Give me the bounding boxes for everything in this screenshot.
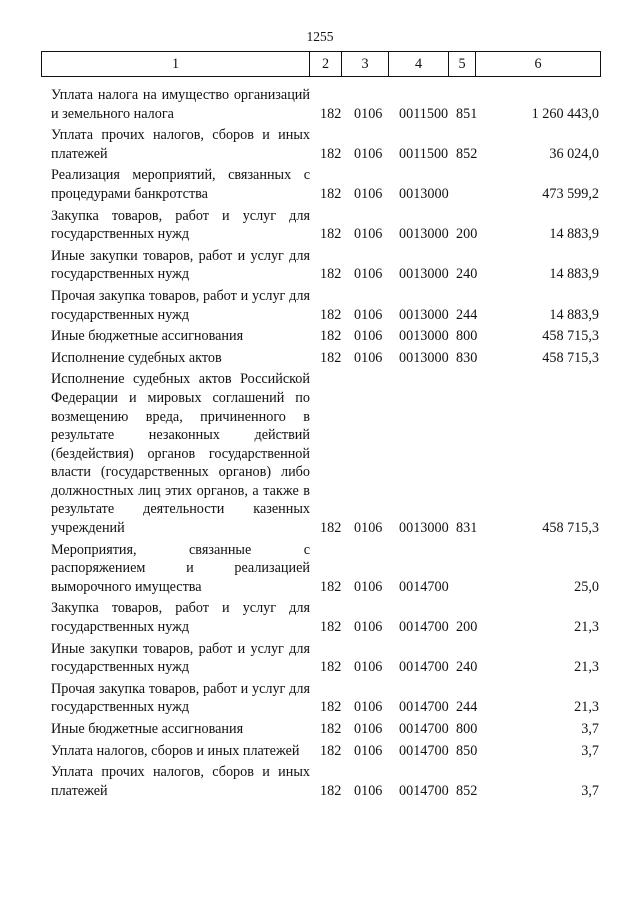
column-header-1: 1	[42, 52, 310, 77]
row-target-code: 0011500	[399, 105, 449, 122]
row-section-code: 0106	[354, 105, 383, 122]
row-admin-code: 182	[320, 742, 342, 759]
row-amount: 21,3	[574, 699, 599, 716]
row-section-code: 0106	[354, 619, 383, 636]
table-row	[0, 720, 640, 742]
row-name: Иные закупки товаров, работ и услуг для государственных нужд	[51, 247, 310, 283]
row-amount: 3,7	[581, 742, 599, 759]
row-expense-type: 240	[456, 266, 478, 283]
row-expense-type: 800	[456, 328, 478, 345]
column-header-6: 6	[476, 52, 601, 77]
row-target-code: 0011500	[399, 145, 449, 162]
row-target-code: 0014700	[399, 721, 449, 737]
row-admin-code: 182	[320, 306, 342, 323]
row-expense-type: 240	[456, 659, 478, 676]
page-number: 1255	[306, 29, 334, 44]
row-expense-type: 830	[456, 349, 478, 366]
row-expense-type: 831	[456, 520, 478, 537]
table-row	[0, 370, 640, 540]
row-target-code: 0013000	[399, 266, 449, 283]
row-amount: 21,3	[574, 619, 599, 636]
table-row	[0, 680, 640, 720]
table-row	[0, 126, 640, 166]
row-amount: 14 883,9	[549, 266, 599, 283]
row-section-code: 0106	[354, 520, 383, 537]
column-header-2: 2	[310, 52, 342, 77]
row-expense-type: 244	[456, 306, 478, 323]
row-section-code: 0106	[354, 328, 383, 345]
table-row	[0, 207, 640, 247]
row-name: Реализация мероприятий, связанных с процедурами банкротства	[51, 167, 310, 202]
row-target-code: 0013000	[399, 520, 449, 537]
row-expense-type: 200	[456, 226, 478, 243]
row-section-code: 0106	[354, 266, 383, 283]
row-target-code: 0013000	[399, 306, 449, 323]
column-header-4: 4	[389, 52, 449, 77]
row-section-code: 0106	[354, 721, 383, 737]
row-amount: 14 883,9	[549, 226, 599, 243]
row-name: Иные бюджетные ассигнования	[51, 721, 244, 737]
row-name: Исполнение судебных актов Российской Федерации и мировых соглашений по возмещению вреда, причиненного в результате незаконных действий (бездействия) органов государственной власти (государственных органов) либо должностных лиц этих органов, а также в результате деятельности казенных учреждений	[51, 371, 310, 537]
row-section-code: 0106	[354, 578, 383, 595]
row-expense-type: 851	[456, 105, 478, 122]
row-section-code: 0106	[354, 349, 383, 366]
row-target-code: 0013000	[399, 328, 449, 345]
row-amount: 3,7	[581, 782, 599, 799]
row-target-code: 0014700	[399, 578, 449, 595]
row-target-code: 0013000	[399, 226, 449, 243]
row-amount: 458 715,3	[542, 349, 599, 366]
table-row	[0, 327, 640, 349]
row-admin-code: 182	[320, 578, 342, 595]
row-amount: 473 599,2	[542, 185, 599, 202]
row-name: Исполнение судебных актов	[51, 349, 222, 366]
table-row	[0, 166, 640, 206]
row-section-code: 0106	[354, 145, 383, 162]
row-expense-type	[456, 541, 496, 600]
table-row	[0, 349, 640, 371]
row-name: Мероприятия, связанные с распоряжением и реализацией выморочного имущества	[51, 541, 310, 595]
row-name: Закупка товаров, работ и услуг для государственных нужд	[51, 207, 310, 243]
row-admin-code: 182	[320, 520, 342, 537]
row-amount: 36 024,0	[549, 145, 599, 162]
row-name: Иные бюджетные ассигнования	[51, 328, 244, 345]
table-row	[0, 742, 640, 764]
row-admin-code: 182	[320, 185, 342, 202]
row-amount: 1 260 443,0	[531, 105, 599, 122]
row-expense-type: 852	[456, 782, 478, 799]
row-amount: 14 883,9	[549, 306, 599, 323]
column-header-5: 5	[449, 52, 476, 77]
row-amount: 458 715,3	[542, 520, 599, 537]
row-name: Уплата налога на имущество организаций и земельного налога	[51, 87, 310, 122]
row-admin-code: 182	[320, 145, 342, 162]
row-target-code: 0014700	[399, 659, 449, 676]
row-admin-code: 182	[320, 349, 342, 366]
row-admin-code: 182	[320, 619, 342, 636]
table-row	[0, 541, 640, 600]
row-target-code: 0013000	[399, 349, 449, 366]
row-name: Иные закупки товаров, работ и услуг для государственных нужд	[51, 640, 310, 676]
row-section-code: 0106	[354, 659, 383, 676]
row-section-code: 0106	[354, 226, 383, 243]
budget-table	[0, 86, 640, 803]
row-name: Прочая закупка товаров, работ и услуг для государственных нужд	[51, 287, 310, 323]
row-name: Закупка товаров, работ и услуг для государственных нужд	[51, 600, 310, 636]
column-header-row	[42, 52, 601, 77]
row-admin-code: 182	[320, 105, 342, 122]
row-name: Уплата налогов, сборов и иных платежей	[51, 742, 300, 759]
row-target-code: 0014700	[399, 782, 449, 799]
row-admin-code: 182	[320, 266, 342, 283]
row-amount: 3,7	[581, 721, 599, 737]
table-row	[0, 287, 640, 327]
row-expense-type: 800	[456, 721, 478, 737]
row-admin-code: 182	[320, 699, 342, 716]
table-row	[0, 247, 640, 287]
row-admin-code: 182	[320, 782, 342, 799]
row-section-code: 0106	[354, 185, 383, 202]
row-target-code: 0014700	[399, 619, 449, 636]
table-row	[0, 86, 640, 126]
row-admin-code: 182	[320, 721, 342, 737]
table-row	[0, 599, 640, 639]
row-name: Прочая закупка товаров, работ и услуг для государственных нужд	[51, 680, 310, 716]
row-target-code: 0014700	[399, 699, 449, 716]
row-section-code: 0106	[354, 782, 383, 799]
row-name: Уплата прочих налогов, сборов и иных платежей	[51, 127, 310, 162]
row-target-code: 0014700	[399, 742, 449, 759]
row-amount: 21,3	[574, 659, 599, 676]
row-target-code: 0013000	[399, 185, 449, 202]
row-expense-type: 200	[456, 619, 478, 636]
row-amount: 458 715,3	[542, 328, 599, 345]
column-header-3: 3	[342, 52, 389, 77]
row-admin-code: 182	[320, 328, 342, 345]
row-section-code: 0106	[354, 742, 383, 759]
row-admin-code: 182	[320, 226, 342, 243]
budget-table-body	[0, 86, 640, 803]
row-name: Уплата прочих налогов, сборов и иных платежей	[51, 764, 310, 799]
row-admin-code: 182	[320, 659, 342, 676]
row-expense-type: 244	[456, 699, 478, 716]
row-section-code: 0106	[354, 306, 383, 323]
row-expense-type	[456, 166, 496, 206]
table-row	[0, 640, 640, 680]
row-section-code: 0106	[354, 699, 383, 716]
table-row	[0, 763, 640, 803]
row-amount: 25,0	[574, 578, 599, 595]
column-header-table	[41, 51, 601, 77]
row-expense-type: 850	[456, 742, 478, 759]
row-expense-type: 852	[456, 145, 478, 162]
